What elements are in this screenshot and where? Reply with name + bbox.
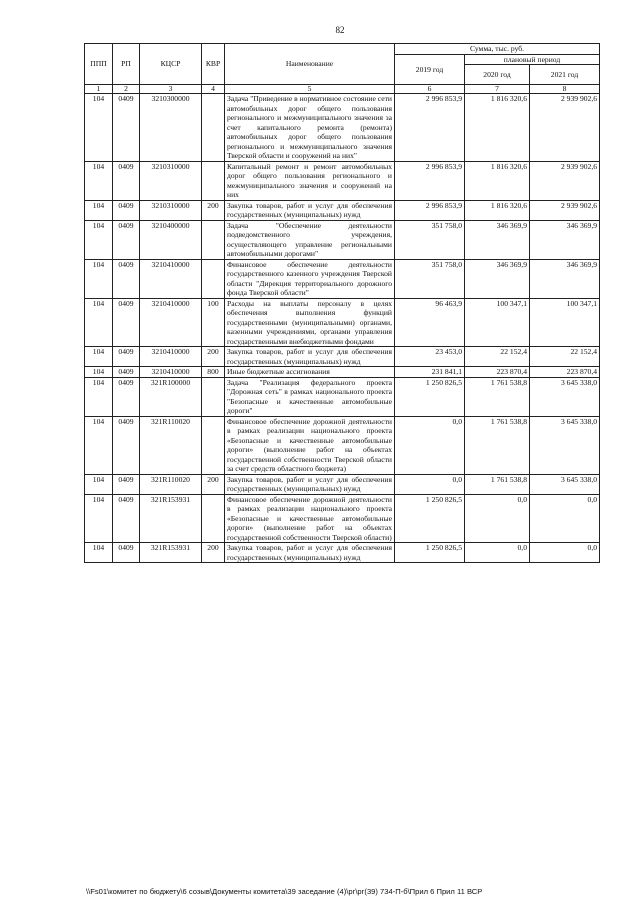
cell-2020: 1 816 320,6 bbox=[465, 200, 530, 220]
cell-name: Финансовое обеспечение дорожной деятельности в рамках реализации национального проекта «Безопасные и качественные автомобильные дороги» (выполнение работ на объектах государственной собственности Тверской области за счет средств областного бюджета) bbox=[225, 416, 395, 474]
cell-name: Задача "Реализация федерального проекта "Дорожная сеть" в рамках национального проекта "Безопасные и качественные автомобильные дороги" bbox=[225, 377, 395, 416]
cell-kvr bbox=[202, 161, 225, 200]
cell-ppp: 104 bbox=[85, 347, 113, 367]
cell-2021: 346 369,9 bbox=[530, 220, 600, 259]
cell-kvr bbox=[202, 220, 225, 259]
cell-ppp: 104 bbox=[85, 220, 113, 259]
cell-ppp: 104 bbox=[85, 161, 113, 200]
cell-2020: 100 347,1 bbox=[465, 298, 530, 347]
table-row bbox=[85, 377, 600, 416]
column-number: 5 bbox=[225, 85, 395, 94]
cell-2020: 1 816 320,6 bbox=[465, 94, 530, 162]
cell-2020: 346 369,9 bbox=[465, 220, 530, 259]
cell-2019: 2 996 853,9 bbox=[395, 161, 465, 200]
header-2019: 2019 год bbox=[395, 54, 465, 85]
cell-2019: 1 250 826,5 bbox=[395, 543, 465, 563]
header-kcsr: КЦСР bbox=[140, 44, 202, 85]
cell-kcsr: 321R153931 bbox=[140, 494, 202, 543]
cell-rp: 0409 bbox=[113, 200, 140, 220]
header-2020: 2020 год bbox=[465, 65, 530, 85]
cell-2020: 1 816 320,6 bbox=[465, 161, 530, 200]
cell-kvr: 200 bbox=[202, 347, 225, 367]
cell-kcsr: 3210410000 bbox=[140, 347, 202, 367]
table-row bbox=[85, 200, 600, 220]
cell-kvr: 200 bbox=[202, 200, 225, 220]
cell-name: Расходы на выплаты персоналу в целях обеспечения выполнения функций государственными (муниципальными) органами, казенными учреждениями, органами управления государственными внебюджетными фондами bbox=[225, 298, 395, 347]
cell-kvr: 100 bbox=[202, 298, 225, 347]
cell-2020: 22 152,4 bbox=[465, 347, 530, 367]
cell-kvr bbox=[202, 94, 225, 162]
cell-2021: 2 939 902,6 bbox=[530, 161, 600, 200]
cell-2021: 100 347,1 bbox=[530, 298, 600, 347]
cell-kcsr: 3210310000 bbox=[140, 200, 202, 220]
footer-file-path: \\Fs01\комитет по бюджету\6 созыв\Документы комитета\39 заседание (4)\рг\рг(39) 734-П-б\Прил 6 Прил 11 ВСР bbox=[86, 887, 483, 896]
cell-2019: 351 758,0 bbox=[395, 220, 465, 259]
cell-2021: 22 152,4 bbox=[530, 347, 600, 367]
cell-rp: 0409 bbox=[113, 259, 140, 298]
column-number: 8 bbox=[530, 85, 600, 94]
cell-2021: 0,0 bbox=[530, 543, 600, 563]
cell-rp: 0409 bbox=[113, 94, 140, 162]
cell-2020: 346 369,9 bbox=[465, 259, 530, 298]
cell-2020: 1 761 538,8 bbox=[465, 474, 530, 494]
cell-2021: 3 645 338,0 bbox=[530, 474, 600, 494]
cell-2021: 3 645 338,0 bbox=[530, 377, 600, 416]
cell-kcsr: 3210410000 bbox=[140, 367, 202, 378]
cell-name: Закупка товаров, работ и услуг для обеспечения государственных (муниципальных) нужд bbox=[225, 347, 395, 367]
table-row bbox=[85, 161, 600, 200]
cell-kcsr: 3210300000 bbox=[140, 94, 202, 162]
cell-2019: 96 463,9 bbox=[395, 298, 465, 347]
cell-2019: 0,0 bbox=[395, 474, 465, 494]
cell-name: Финансовое обеспечение деятельности государственного казенного учреждения Тверской области "Дирекция территориального дорожного фонда Тверской области" bbox=[225, 259, 395, 298]
cell-name: Финансовое обеспечение дорожной деятельности в рамках реализации национального проекта «Безопасные и качественные автомобильные дороги» (выполнение работ на объектах государственной собственности Тверской области) bbox=[225, 494, 395, 543]
cell-kcsr: 321R110020 bbox=[140, 474, 202, 494]
cell-kcsr: 3210410000 bbox=[140, 259, 202, 298]
table-row bbox=[85, 94, 600, 162]
cell-kcsr: 321R100000 bbox=[140, 377, 202, 416]
cell-rp: 0409 bbox=[113, 220, 140, 259]
header-rp: РП bbox=[113, 44, 140, 85]
cell-2019: 0,0 bbox=[395, 416, 465, 474]
column-numbers-row bbox=[85, 85, 600, 94]
cell-rp: 0409 bbox=[113, 367, 140, 378]
cell-2021: 0,0 bbox=[530, 494, 600, 543]
cell-kvr: 200 bbox=[202, 474, 225, 494]
cell-2020: 1 761 538,8 bbox=[465, 377, 530, 416]
cell-ppp: 104 bbox=[85, 94, 113, 162]
table-row bbox=[85, 494, 600, 543]
header-plan-period: плановый период bbox=[465, 54, 600, 65]
column-number: 6 bbox=[395, 85, 465, 94]
column-number: 2 bbox=[113, 85, 140, 94]
cell-name: Задача "Приведение в нормативное состояние сети автомобильных дорог общего пользования регионального и межмуниципального значения за счет капитального ремонта (ремонта) автомобильных дорог общего пользования регионального и межмуниципального значения Тверской области и сооружений на них" bbox=[225, 94, 395, 162]
cell-ppp: 104 bbox=[85, 377, 113, 416]
page-number: 82 bbox=[335, 25, 345, 35]
cell-2020: 223 870,4 bbox=[465, 367, 530, 378]
cell-rp: 0409 bbox=[113, 298, 140, 347]
table-row bbox=[85, 298, 600, 347]
header-name: Наименование bbox=[225, 44, 395, 85]
table-row bbox=[85, 416, 600, 474]
budget-table bbox=[84, 43, 600, 563]
cell-rp: 0409 bbox=[113, 474, 140, 494]
cell-name: Закупка товаров, работ и услуг для обеспечения государственных (муниципальных) нужд bbox=[225, 474, 395, 494]
cell-2020: 0,0 bbox=[465, 543, 530, 563]
cell-kvr: 800 bbox=[202, 367, 225, 378]
cell-ppp: 104 bbox=[85, 200, 113, 220]
cell-name: Капитальный ремонт и ремонт автомобильных дорог общего пользования регионального и межмуниципального значения и сооружений на них bbox=[225, 161, 395, 200]
cell-ppp: 104 bbox=[85, 543, 113, 563]
cell-2019: 2 996 853,9 bbox=[395, 94, 465, 162]
cell-2019: 1 250 826,5 bbox=[395, 377, 465, 416]
cell-name: Закупка товаров, работ и услуг для обеспечения государственных (муниципальных) нужд bbox=[225, 543, 395, 563]
table-row bbox=[85, 474, 600, 494]
cell-rp: 0409 bbox=[113, 161, 140, 200]
cell-ppp: 104 bbox=[85, 367, 113, 378]
cell-2019: 2 996 853,9 bbox=[395, 200, 465, 220]
cell-rp: 0409 bbox=[113, 377, 140, 416]
column-number: 1 bbox=[85, 85, 113, 94]
cell-name: Закупка товаров, работ и услуг для обеспечения государственных (муниципальных) нужд bbox=[225, 200, 395, 220]
table-row bbox=[85, 367, 600, 378]
cell-kvr bbox=[202, 416, 225, 474]
table-row bbox=[85, 259, 600, 298]
cell-2021: 346 369,9 bbox=[530, 259, 600, 298]
cell-kcsr: 321R153931 bbox=[140, 543, 202, 563]
cell-2021: 223 870,4 bbox=[530, 367, 600, 378]
cell-2021: 2 939 902,6 bbox=[530, 200, 600, 220]
cell-2021: 2 939 902,6 bbox=[530, 94, 600, 162]
cell-kvr bbox=[202, 494, 225, 543]
table-body bbox=[85, 94, 600, 563]
column-number: 4 bbox=[202, 85, 225, 94]
cell-ppp: 104 bbox=[85, 259, 113, 298]
cell-2019: 23 453,0 bbox=[395, 347, 465, 367]
header-sum: Сумма, тыс. руб. bbox=[395, 44, 600, 55]
cell-ppp: 104 bbox=[85, 494, 113, 543]
cell-kvr: 200 bbox=[202, 543, 225, 563]
table-row bbox=[85, 220, 600, 259]
cell-2019: 231 841,1 bbox=[395, 367, 465, 378]
cell-2019: 351 758,0 bbox=[395, 259, 465, 298]
header-kvr: КВР bbox=[202, 44, 225, 85]
cell-name: Иные бюджетные ассигнования bbox=[225, 367, 395, 378]
cell-2020: 0,0 bbox=[465, 494, 530, 543]
header-2021: 2021 год bbox=[530, 65, 600, 85]
cell-kvr bbox=[202, 377, 225, 416]
cell-2020: 1 761 538,8 bbox=[465, 416, 530, 474]
column-number: 7 bbox=[465, 85, 530, 94]
cell-ppp: 104 bbox=[85, 416, 113, 474]
column-number: 3 bbox=[140, 85, 202, 94]
cell-rp: 0409 bbox=[113, 416, 140, 474]
cell-kcsr: 3210410000 bbox=[140, 298, 202, 347]
cell-ppp: 104 bbox=[85, 298, 113, 347]
cell-name: Задача "Обеспечение деятельности подведомственного учреждения, осуществляющего управление региональными автомобильными дорогами" bbox=[225, 220, 395, 259]
cell-rp: 0409 bbox=[113, 494, 140, 543]
cell-ppp: 104 bbox=[85, 474, 113, 494]
cell-kvr bbox=[202, 259, 225, 298]
cell-rp: 0409 bbox=[113, 543, 140, 563]
cell-2019: 1 250 826,5 bbox=[395, 494, 465, 543]
table-header bbox=[85, 44, 600, 94]
table-row bbox=[85, 347, 600, 367]
cell-rp: 0409 bbox=[113, 347, 140, 367]
cell-kcsr: 321R110020 bbox=[140, 416, 202, 474]
cell-2021: 3 645 338,0 bbox=[530, 416, 600, 474]
header-ppp: ППП bbox=[85, 44, 113, 85]
cell-kcsr: 3210400000 bbox=[140, 220, 202, 259]
cell-kcsr: 3210310000 bbox=[140, 161, 202, 200]
table-row bbox=[85, 543, 600, 563]
